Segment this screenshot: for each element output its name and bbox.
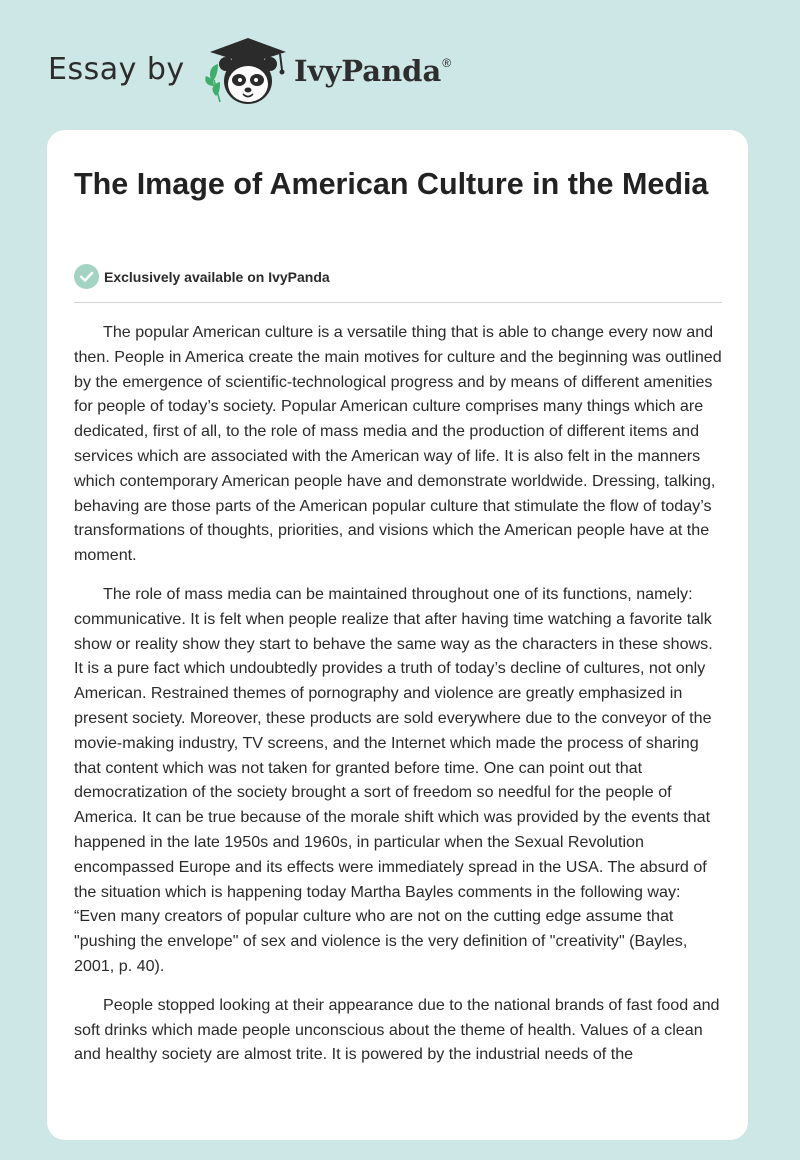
brand-prefix: Essay by — [48, 52, 185, 87]
availability-text: Exclusively available on IvyPanda — [104, 269, 330, 285]
registered-mark: ® — [442, 56, 452, 70]
paragraph: People stopped looking at their appearance due to the national brands of fast food and soft drinks which made people unconscious about the theme of health. Values of a clean and healthy society are almost trite. It is powered by the industrial needs of the — [74, 995, 720, 1064]
paragraph: The popular American culture is a versatile thing that is able to change every now and then. People in America create the main motives for culture and the beginning was outlined by the emergence of scientific-technological progress and by means of different amenities for people of today’s society. Popular American culture comprises many things which are dedicated, first of all, to the role of mass media and the production of different items and services which are associated with the American way of life. It is also felt in the manners which contemporary American people have and demonstrate worldwide. Dressing, talking, behaving are those parts of the American popular culture that stimulate the flow of today’s transformations of thoughts, priorities, and visions which the American people have at the moment. — [74, 323, 722, 565]
essay-body — [74, 320, 726, 1081]
divider — [74, 302, 722, 303]
essay-card — [47, 130, 748, 1140]
brand-header[interactable] — [48, 34, 468, 110]
panda-logo-icon — [202, 34, 294, 110]
check-circle-icon — [74, 264, 99, 289]
availability-badge — [74, 264, 474, 290]
paragraph: The role of mass media can be maintained throughout one of its functions, namely: communicative. It is felt when people realize that after having time watching a favorite talk show or reality show they start to behave the same way as the characters in these shows. It is a pure fact which undoubtedly provides a truth of today’s decline of cultures, not only American. Restrained themes of pornography and violence are greatly emphasized in present society. Moreover, these products are sold everywhere due to the conveyor of the movie-making industry, TV screens, and the Internet which made the process of sharing that content which was not taken for granted before time. One can point out that democratization of the society brought a sort of freedom so needful for the people of America. It can be true because of the morale shift which was provided by the events that happened in the late 1950s and 1960s, in particular when the Sexual Revolution encompassed Europe and its effects were immediately spread in the USA. The absurd of the situation which is happening today Martha Bayles comments in the following way: “Even many creators of popular culture who are not on the cutting edge assume that "pushing the envelope" of sex and violence is the very definition of "creativity" (Bayles, 2001, p. 40). — [74, 584, 713, 975]
essay-title: The Image of American Culture in the Media — [74, 167, 709, 201]
brand-name: IvyPanda® — [294, 54, 452, 88]
